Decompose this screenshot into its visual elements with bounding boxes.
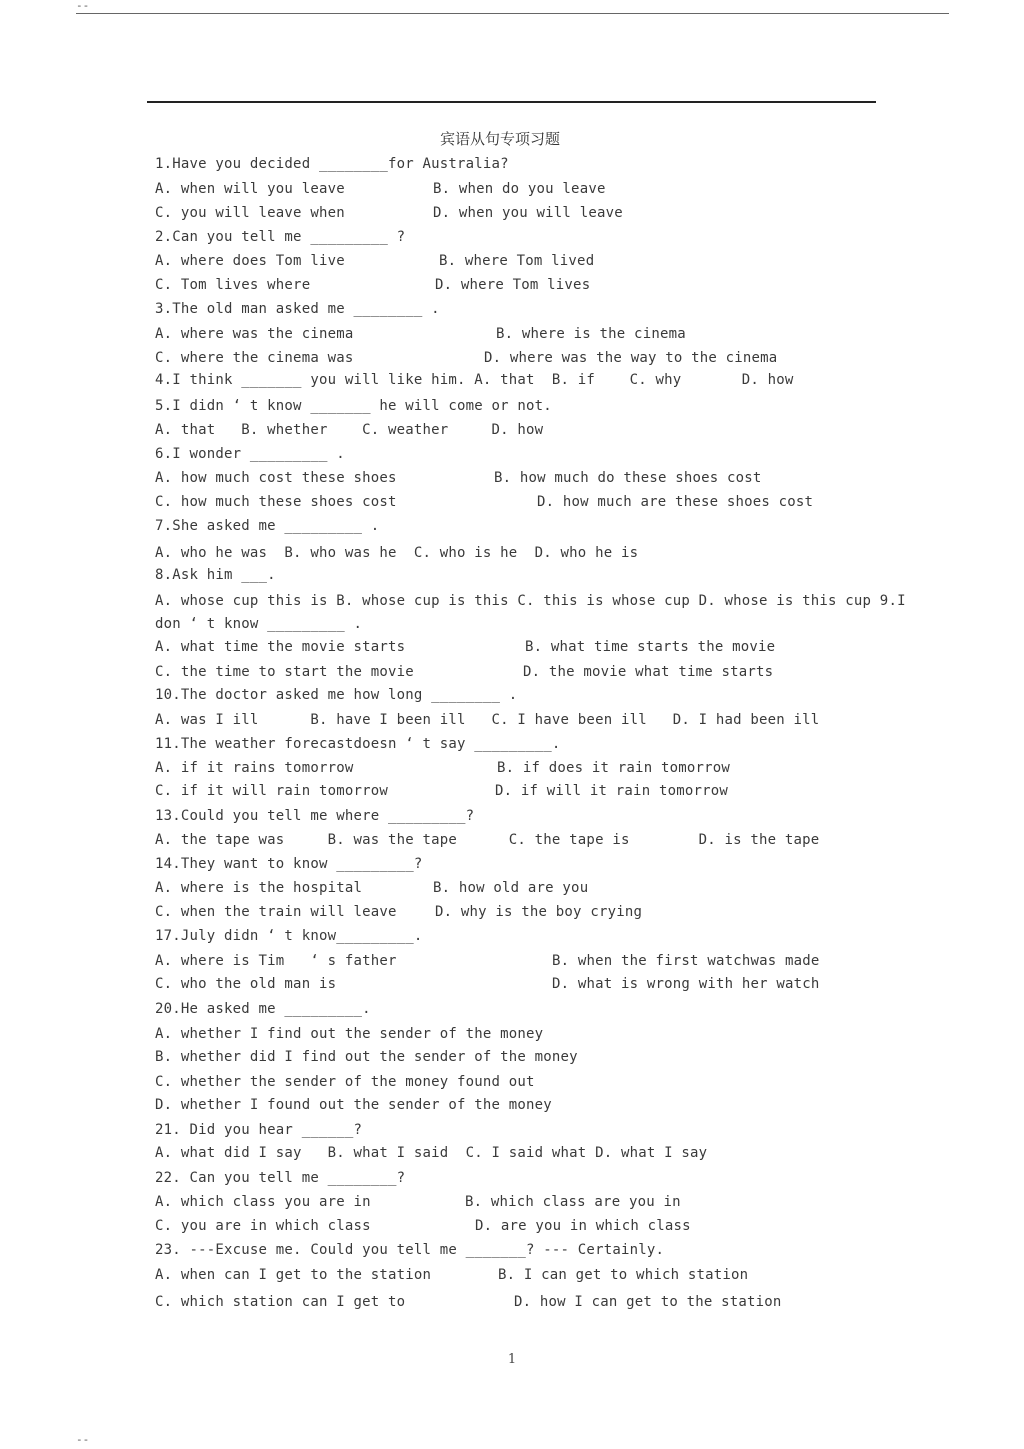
line-text: A. where is Tim ‘ s father [155, 953, 397, 969]
corner-mark-top: -- [76, 0, 90, 12]
option-line [155, 1072, 535, 1092]
line-text: D. whether I found out the sender of the money [155, 1097, 552, 1113]
line-text: 13.Could you tell me where _________? [155, 808, 475, 824]
question-line [155, 1168, 405, 1188]
option-line [155, 1292, 782, 1312]
question-line [155, 1240, 664, 1260]
line-text: A. whose cup this is B. whose cup is this C. this is whose cup D. whose is this cup 9.I [155, 593, 906, 609]
option-col2: B. how much do these shoes cost [494, 470, 762, 486]
question-line [155, 227, 405, 247]
line-text: A. which class you are in [155, 1194, 371, 1210]
option-line [155, 637, 776, 657]
line-text: C. whether the sender of the money found out [155, 1074, 535, 1090]
option-col2: D. what is wrong with her watch [552, 976, 820, 992]
option-col2: B. where Tom lived [439, 253, 595, 269]
line-text: 4.I think _______ you will like him. A. that B. if C. why D. how [155, 372, 794, 388]
option-col2: B. if does it rain tomorrow [497, 760, 730, 776]
line-text: 17.July didn ‘ t know_________. [155, 928, 423, 944]
line-text: C. how much these shoes cost [155, 494, 397, 510]
option-col2: B. which class are you in [465, 1194, 681, 1210]
option-col2: D. the movie what time starts [523, 664, 774, 680]
option-line [155, 902, 643, 922]
option-line [155, 1192, 681, 1212]
line-text: C. you will leave when [155, 205, 345, 221]
line-text: A. where is the hospital [155, 880, 363, 896]
line-text: 10.The doctor asked me how long ________ . [155, 687, 518, 703]
corner-mark-bottom: -- [76, 1433, 90, 1446]
question-line [155, 396, 552, 416]
option-line [155, 203, 623, 223]
option-line [155, 1047, 578, 1067]
line-text: 11.The weather forecastdoesn ‘ t say _________. [155, 736, 561, 752]
line-text: 2.Can you tell me _________ ? [155, 229, 406, 245]
line-text: A. what did I say B. what I said C. I said what D. what I say [155, 1145, 708, 1161]
option-line [155, 781, 728, 801]
line-text: B. whether did I find out the sender of the money [155, 1049, 578, 1065]
option-line [155, 275, 591, 295]
question-line [155, 734, 561, 754]
line-text: 22. Can you tell me ________? [155, 1170, 406, 1186]
line-text: 6.I wonder _________ . [155, 446, 345, 462]
option-line [155, 1024, 543, 1044]
option-line [155, 710, 819, 730]
option-col2: D. when you will leave [433, 205, 623, 221]
line-text: A. when will you leave [155, 181, 345, 197]
option-col2: D. if will it rain tomorrow [495, 783, 728, 799]
option-line [155, 468, 762, 488]
option-line [155, 1265, 749, 1285]
option-col2: B. when the first watchwas made [552, 953, 820, 969]
line-text: C. Tom lives where [155, 277, 311, 293]
line-text: A. where was the cinema [155, 326, 354, 342]
line-text: 7.She asked me _________ . [155, 518, 380, 534]
option-col2: B. when do you leave [433, 181, 606, 197]
line-text: don ‘ t know _________ . [155, 616, 363, 632]
option-line [155, 492, 814, 512]
question-line [155, 516, 379, 536]
option-col2: D. where Tom lives [435, 277, 591, 293]
option-line [155, 179, 606, 199]
option-line [155, 1143, 707, 1163]
line-text: A. how much cost these shoes [155, 470, 397, 486]
option-col2: D. how I can get to the station [514, 1294, 782, 1310]
question-line [155, 1120, 362, 1140]
line-text: 1.Have you decided ________for Australia? [155, 156, 509, 172]
option-col2: D. why is the boy crying [435, 904, 643, 920]
line-text: C. who the old man is [155, 976, 337, 992]
line-text: C. when the train will leave [155, 904, 397, 920]
option-line [155, 1216, 691, 1236]
line-text: C. where the cinema was [155, 350, 354, 366]
option-line [155, 1095, 552, 1115]
option-col2: B. I can get to which station [498, 1267, 749, 1283]
line-text: A. the tape was B. was the tape C. the tape is D. is the tape [155, 832, 820, 848]
question-line [155, 444, 345, 464]
line-text: A. whether I find out the sender of the money [155, 1026, 544, 1042]
line-text: A. when can I get to the station [155, 1267, 432, 1283]
option-line [155, 878, 589, 898]
question-line [155, 614, 362, 634]
question-line [155, 154, 509, 174]
option-line [155, 348, 778, 368]
line-text: A. who he was B. who was he C. who is he D. who he is [155, 545, 639, 561]
option-col2: D. are you in which class [475, 1218, 691, 1234]
question-line [155, 565, 276, 585]
header-rule [147, 101, 876, 103]
option-line [155, 420, 543, 440]
option-line [155, 758, 730, 778]
question-line [155, 370, 794, 390]
option-line [155, 951, 820, 971]
line-text: C. you are in which class [155, 1218, 371, 1234]
page-number: 1 [507, 1352, 517, 1367]
line-text: A. what time the movie starts [155, 639, 406, 655]
question-line [155, 854, 423, 874]
question-line [155, 299, 440, 319]
option-line [155, 543, 638, 563]
option-col2: B. how old are you [433, 880, 589, 896]
option-line [155, 324, 686, 344]
line-text: C. if it will rain tomorrow [155, 783, 388, 799]
option-line [155, 591, 906, 611]
line-text: C. the time to start the movie [155, 664, 414, 680]
page-title: 宾语从句专项习题 [439, 130, 560, 148]
top-rule [76, 13, 949, 14]
line-text: C. which station can I get to [155, 1294, 406, 1310]
line-text: 8.Ask him ___. [155, 567, 276, 583]
question-line [155, 685, 517, 705]
option-col2: D. where was the way to the cinema [484, 350, 778, 366]
line-text: 5.I didn ‘ t know _______ he will come or not. [155, 398, 552, 414]
line-text: 23. ---Excuse me. Could you tell me _______? --- Certainly. [155, 1242, 665, 1258]
line-text: A. if it rains tomorrow [155, 760, 354, 776]
option-line [155, 974, 820, 994]
line-text: 14.They want to know _________? [155, 856, 423, 872]
line-text: 20.He asked me _________. [155, 1001, 371, 1017]
option-line [155, 251, 595, 271]
option-col2: B. what time starts the movie [525, 639, 776, 655]
question-line [155, 926, 423, 946]
line-text: 21. Did you hear ______? [155, 1122, 363, 1138]
question-line [155, 806, 474, 826]
line-text: 3.The old man asked me ________ . [155, 301, 440, 317]
option-col2: D. how much are these shoes cost [537, 494, 814, 510]
question-line [155, 999, 371, 1019]
line-text: A. that B. whether C. weather D. how [155, 422, 544, 438]
option-line [155, 662, 774, 682]
line-text: A. was I ill B. have I been ill C. I have been ill D. I had been ill [155, 712, 820, 728]
option-col2: B. where is the cinema [496, 326, 686, 342]
line-text: A. where does Tom live [155, 253, 345, 269]
option-line [155, 830, 819, 850]
